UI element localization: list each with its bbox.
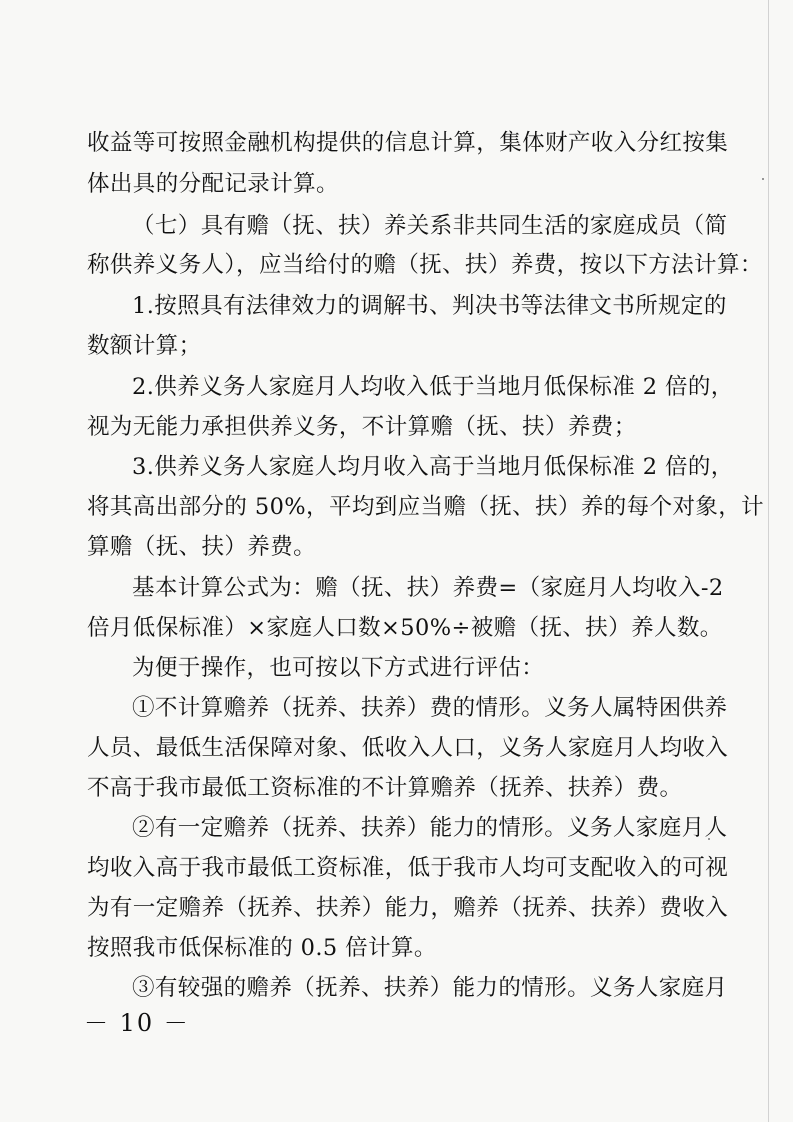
text-line-8: 视为无能力承担供养义务，不计算赡（抚、扶）养费； (87, 414, 637, 440)
text-line-17: 不高于我市最低工资标准的不计算赡养（抚养、扶养）费。 (87, 775, 683, 801)
text-line-14: 为便于操作，也可按以下方式进行评估： (132, 655, 545, 681)
text-line-2: 体出具的分配记录计算。 (87, 171, 339, 197)
text-line-18: ②有一定赡养（抚养、扶养）能力的情形。义务人家庭月人 (132, 815, 728, 841)
text-line-20: 为有一定赡养（抚养、扶养）能力，赡养（抚养、扶养）费收入 (87, 895, 729, 921)
page-number: － 10 － (84, 1009, 190, 1037)
text-line-3: （七）具有赡（抚、扶）养关系非共同生活的家庭成员（简 (132, 213, 728, 239)
text-line-15: ①不计算赡养（抚养、扶养）费的情形。义务人属特困供养 (132, 695, 728, 721)
scan-speck (762, 178, 764, 180)
text-line-16: 人员、最低生活保障对象、低收入人口，义务人家庭月人均收入 (87, 735, 729, 761)
text-line-4: 称供养义务人），应当给付的赡（抚、扶）养费，按以下方法计算： (87, 252, 763, 278)
text-line-1: 收益等可按照金融机构提供的信息计算，集体财产收入分红按集 (87, 130, 729, 156)
text-line-5: 1.按照具有法律效力的调解书、判决书等法律文书所规定的 (132, 293, 727, 319)
text-line-19: 均收入高于我市最低工资标准，低于我市人均可支配收入的可视 (87, 855, 729, 881)
text-line-12: 基本计算公式为：赡（抚、扶）养费=（家庭月人均收入-2 (132, 575, 724, 601)
text-line-10: 将其高出部分的 50%，平均到应当赡（抚、扶）养的每个对象，计 (87, 494, 765, 520)
scan-edge-line (768, 0, 769, 1122)
text-line-7: 2.供养义务人家庭月人均收入低于当地月低保标准 2 倍的， (132, 374, 734, 400)
text-line-6: 数额计算； (87, 333, 202, 359)
text-line-22: ③有较强的赡养（抚养、扶养）能力的情形。义务人家庭月 (132, 975, 728, 1001)
text-line-9: 3.供养义务人家庭人均月收入高于当地月低保标准 2 倍的， (132, 454, 734, 480)
text-line-21: 按照我市低保标准的 0.5 倍计算。 (87, 935, 437, 961)
text-line-11: 算赡（抚、扶）养费。 (87, 534, 317, 560)
text-line-13: 倍月低保标准）×家庭人口数×50%÷被赡（抚、扶）养人数。 (87, 615, 723, 641)
